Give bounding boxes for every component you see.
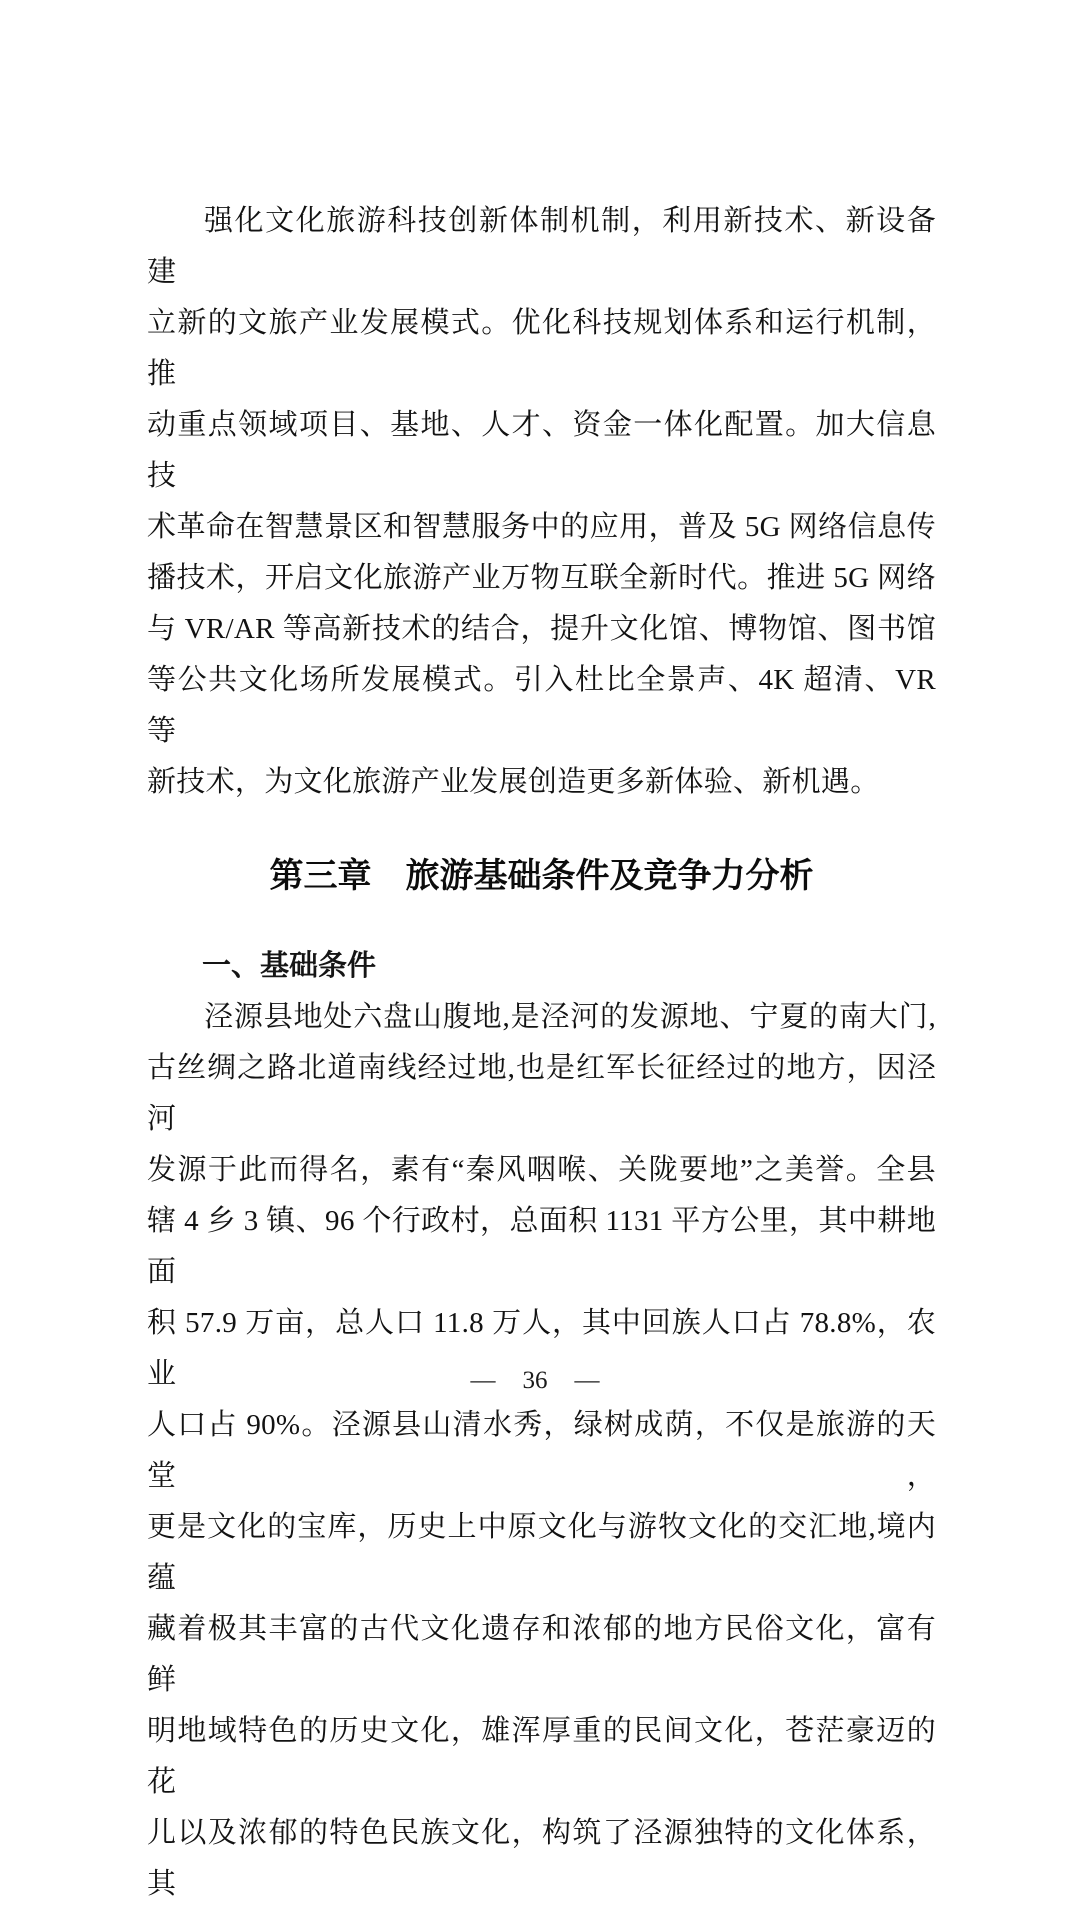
chapter-heading: 第三章 旅游基础条件及竞争力分析	[269, 858, 814, 895]
paragraph-line: 强化文化旅游科技创新体制机制，利用新技术、新设备建	[147, 205, 936, 288]
footer-dash-left: —	[470, 1367, 496, 1394]
paragraph-line: 发源于此而得名，素有“秦风咽喉、关陇要地”之美誉。全县	[147, 1154, 936, 1186]
paragraph-line: 术革命在智慧景区和智慧服务中的应用，普及 5G 网络信息传	[147, 511, 936, 543]
paragraph-line: 积 57.9 万亩，总人口 11.8 万人，其中回族人口占 78.8%，农业	[147, 1307, 936, 1390]
paragraph-line: 立新的文旅产业发展模式。优化科技规划体系和运行机制，推	[147, 307, 936, 390]
paragraph-line: 动重点领域项目、基地、人才、资金一体化配置。加大信息技	[147, 409, 936, 492]
paragraph-line: 明地域特色的历史文化，雄浑厚重的民间文化，苍茫豪迈的花	[147, 1715, 936, 1798]
text-block	[147, 196, 936, 1910]
paragraph-line: 更是文化的宝库，历史上中原文化与游牧文化的交汇地,境内蕴	[147, 1511, 936, 1594]
body-paragraph	[147, 992, 936, 1910]
paragraph-line: 儿以及浓郁的特色民族文化，构筑了泾源独特的文化体系，其	[147, 1817, 936, 1900]
paragraph-line: 与 VR/AR 等高新技术的结合，提升文化馆、博物馆、图书馆	[147, 613, 936, 645]
paragraph-line: 新技术，为文化旅游产业发展创造更多新体验、新机遇。	[147, 766, 880, 798]
paragraph-line: 辖 4 乡 3 镇、96 个行政村，总面积 1131 平方公里，其中耕地面	[147, 1205, 936, 1288]
intro-paragraph	[147, 196, 936, 808]
footer-dash-right: —	[574, 1367, 600, 1394]
paragraph-line: 播技术，开启文化旅游产业万物互联全新时代。推进 5G 网络	[147, 562, 936, 594]
section-heading: 一、基础条件	[202, 950, 377, 982]
paragraph-line: 人口占 90%。泾源县山清水秀，绿树成荫，不仅是旅游的天堂，	[147, 1409, 936, 1492]
page-number: 36	[522, 1367, 548, 1394]
page-footer	[0, 1366, 1070, 1396]
paragraph-line: 古丝绸之路北道南线经过地,也是红军长征经过的地方，因泾河	[147, 1052, 936, 1135]
paragraph-line: 泾源县地处六盘山腹地,是泾河的发源地、宁夏的南大门,	[204, 1001, 936, 1033]
paragraph-line: 藏着极其丰富的古代文化遗存和浓郁的地方民俗文化，富有鲜	[147, 1613, 936, 1696]
paragraph-line: 等公共文化场所发展模式。引入杜比全景声、4K 超清、VR 等	[147, 664, 936, 747]
